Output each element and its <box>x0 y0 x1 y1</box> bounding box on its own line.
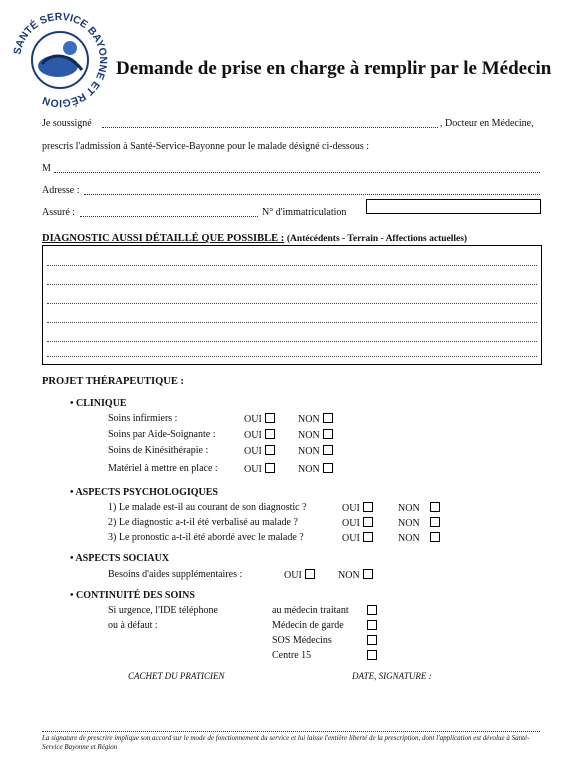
checkbox[interactable] <box>265 413 275 423</box>
assure-label: Assuré : <box>42 207 76 218</box>
docteur-label: , Docteur en Médecine, <box>440 118 534 129</box>
non-option: NON <box>298 445 333 457</box>
checkbox[interactable] <box>367 635 377 645</box>
non-option: NON <box>298 463 333 475</box>
psy-row: 3) Le pronostic a-t-il été abordé avec le malade ? <box>108 532 304 543</box>
diagnostic-heading: DIAGNOSTIC AUSSI DÉTAILLÉ QUE POSSIBLE : (Antécédents - Terrain - Affections actuelles) <box>42 233 468 244</box>
checkbox[interactable] <box>323 429 333 439</box>
sociaux-row: Besoins d'aides supplémentaires : <box>108 569 243 580</box>
immatriculation-label: N° d'immatriculation <box>262 207 347 218</box>
patient-name-field[interactable] <box>54 172 540 173</box>
date-signature-label: DATE, SIGNATURE : <box>352 671 432 681</box>
checkbox[interactable] <box>363 532 373 542</box>
oui-option: OUI <box>284 569 315 581</box>
projet-heading: PROJET THÉRAPEUTIQUE : <box>42 376 184 387</box>
footer-divider <box>42 731 540 732</box>
oui-option: OUI <box>244 413 275 425</box>
checkbox[interactable] <box>265 429 275 439</box>
checkbox[interactable] <box>323 445 333 455</box>
prescris-text: prescris l'admission à Santé-Service-Bayonne pour le malade désigné ci-dessous : <box>42 141 369 152</box>
checkbox[interactable] <box>305 569 315 579</box>
patient-m-label: M <box>42 163 51 174</box>
oui-option: OUI <box>342 517 373 529</box>
checkbox[interactable] <box>367 650 377 660</box>
oui-option: OUI <box>342 502 373 514</box>
sociaux-title: • ASPECTS SOCIAUX <box>70 553 170 564</box>
continuite-opt: SOS Médecins <box>272 635 332 646</box>
non-option: NON <box>398 502 440 514</box>
logo <box>8 8 112 112</box>
adresse-label: Adresse : <box>42 185 80 196</box>
non-option: NON <box>298 413 333 425</box>
clinique-title: • CLINIQUE <box>70 398 127 409</box>
diagnostic-box[interactable] <box>42 245 542 365</box>
continuite-opt: Centre 15 <box>272 650 312 661</box>
doctor-name-field[interactable] <box>102 127 438 128</box>
adresse-field[interactable] <box>84 194 540 195</box>
checkbox[interactable] <box>363 502 373 512</box>
checkbox[interactable] <box>265 445 275 455</box>
oui-option: OUI <box>244 463 275 475</box>
psy-row: 2) Le diagnostic a-t-il été verbalisé au malade ? <box>108 517 298 528</box>
checkbox[interactable] <box>363 569 373 579</box>
checkbox[interactable] <box>323 413 333 423</box>
non-option: NON <box>398 532 440 544</box>
oui-option: OUI <box>244 429 275 441</box>
non-option: NON <box>338 569 373 581</box>
checkbox[interactable] <box>367 620 377 630</box>
checkbox[interactable] <box>430 532 440 542</box>
oui-option: OUI <box>342 532 373 544</box>
immatriculation-box[interactable] <box>366 199 541 214</box>
continuite-opt: Médecin de garde <box>272 620 344 631</box>
continuite-opt: au médecin traitant <box>272 605 349 616</box>
continuite-left1: Si urgence, l'IDE téléphone <box>108 605 218 616</box>
page-title: Demande de prise en charge à remplir par le Médecin <box>116 58 552 79</box>
non-option: NON <box>298 429 333 441</box>
footer-text: La signature de prescrire implique son accord sur le mode de fonctionnement du service et lui laisse l'entière liberté de la prescription, dont l'application est dévolue à Santé-Service Bayonne et Région <box>42 734 530 751</box>
clinique-row: Soins infirmiers : <box>108 413 178 424</box>
checkbox[interactable] <box>430 502 440 512</box>
checkbox[interactable] <box>323 463 333 473</box>
cachet-label: CACHET DU PRATICIEN <box>128 671 225 681</box>
psy-row: 1) Le malade est-il au courant de son diagnostic ? <box>108 502 307 513</box>
je-soussigne-label: Je soussigné <box>42 118 92 129</box>
clinique-row: Soins de Kinésithérapie : <box>108 445 209 456</box>
clinique-row: Soins par Aide-Soignante : <box>108 429 216 440</box>
non-option: NON <box>398 517 440 529</box>
checkbox[interactable] <box>367 605 377 615</box>
psy-title: • ASPECTS PSYCHOLOGIQUES <box>70 487 218 498</box>
checkbox[interactable] <box>363 517 373 527</box>
checkbox[interactable] <box>265 463 275 473</box>
continuite-left2: ou à défaut : <box>108 620 158 631</box>
assure-field[interactable] <box>80 216 258 217</box>
logo-text: SANTÉ SERVICE BAYONNE ET RÉGION <box>11 10 110 110</box>
clinique-row: Matériel à mettre en place : <box>108 463 218 474</box>
oui-option: OUI <box>244 445 275 457</box>
checkbox[interactable] <box>430 517 440 527</box>
continuite-title: • CONTINUITÉ DES SOINS <box>70 590 195 601</box>
